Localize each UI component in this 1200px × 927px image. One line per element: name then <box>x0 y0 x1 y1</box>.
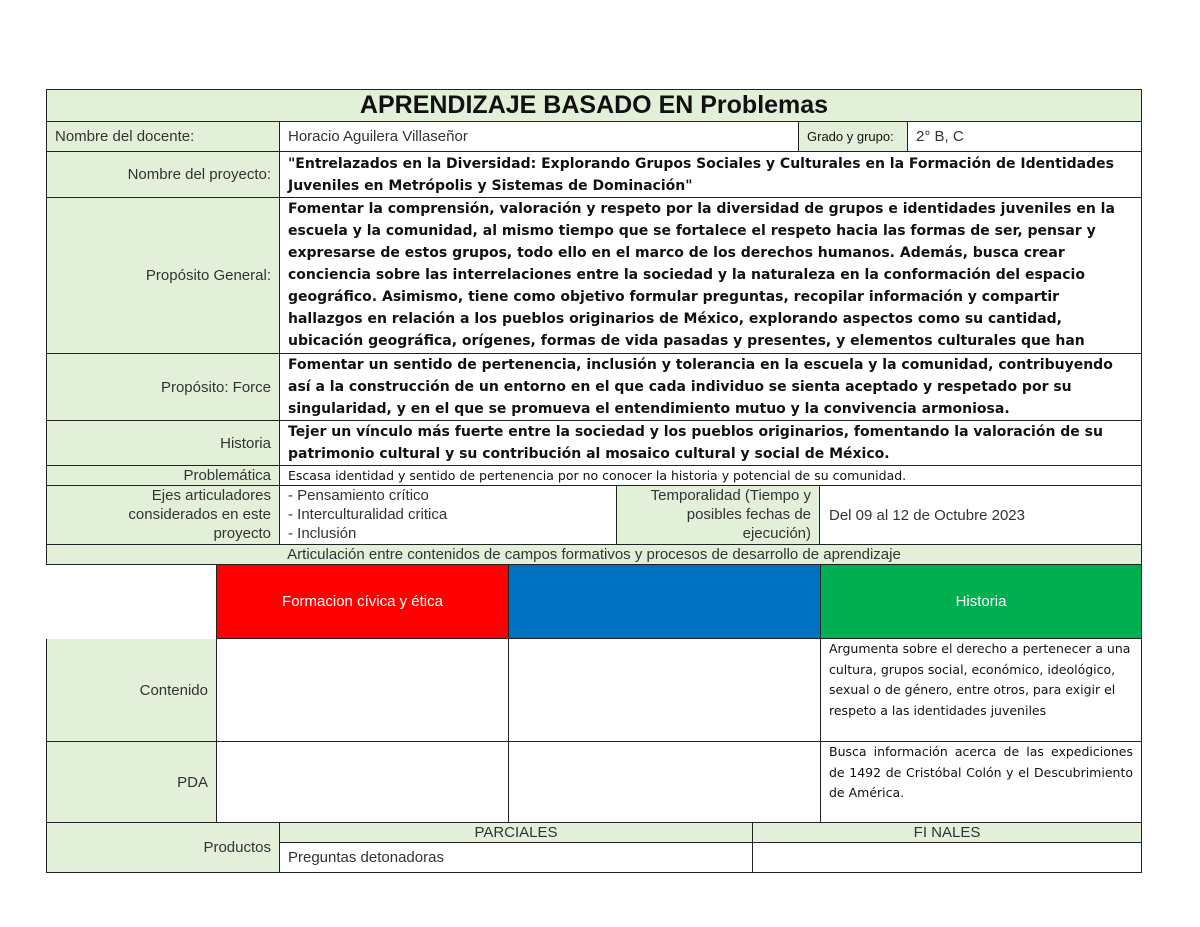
productos-label: Productos <box>46 823 279 873</box>
proyecto-value: "Entrelazados en la Diversidad: Explorando Grupos Sociales y Culturales en la Formación de Identidades Juveniles en Metrópolis y Sistemas de Dominación" <box>279 152 1142 198</box>
temporalidad-label: Temporalidad (Tiempo y posibles fechas de ejecución) <box>616 486 819 545</box>
page-title <box>46 89 1142 122</box>
eje-item: - Pensamiento crítico <box>288 487 429 504</box>
articulacion-header: Articulación entre contenidos de campos formativos y procesos de desarrollo de aprendizaje <box>46 545 1142 565</box>
finales-header: FI NALES <box>752 823 1142 843</box>
proposito-force-label: Propósito: Force <box>46 354 279 421</box>
contenido-historia-cell: Argumenta sobre el derecho a pertenecer a una cultura, grupos social, económico, ideológico, sexual o de género, entre otros, para exigir el respeto a las identidades juveniles <box>820 639 1142 742</box>
historia-label: Historia <box>46 421 279 466</box>
proposito-general-label: Propósito General: <box>46 198 279 354</box>
pda-historia-cell: Busca información acerca de las expediciones de 1492 de Cristóbal Colón y el Descubrimiento de América. <box>820 742 1142 823</box>
proposito-force-value: Fomentar un sentido de pertenencia, inclusión y tolerancia en la escuela y la comunidad, contribuyendo así a la construcción de un entorno en el que cada individuo se sienta aceptado y respetado por su singularidad, y en el que se promueva el entendimiento mutuo y la convivencia armoniosa. <box>279 354 1142 421</box>
docente-value: Horacio Aguilera Villaseñor <box>279 122 798 152</box>
problematica-label: Problemática <box>46 466 279 486</box>
proposito-general-value: Fomentar la comprensión, valoración y respeto por la diversidad de grupos e identidades juveniles en la escuela y la comunidad, al mismo tiempo que se fortalece el respeto hacia las formas de ser, pensar y expresarse de estos grupos, todo ello en el marco de los derechos humanos. Además, busca crear conciencia sobre las interrelaciones entre la sociedad y la naturaleza en la conformación del espacio geográfico. Asimismo, tiene como objetivo formular preguntas, recopilar información y compartir hallazgos en relación a los pueblos originarios de México, explorando aspectos como su cantidad, ubicación geográfica, orígenes, formas de vida pasadas y presentes, y elementos culturales que han <box>279 198 1142 354</box>
parciales-header: PARCIALES <box>279 823 752 843</box>
proyecto-label: Nombre del proyecto: <box>46 152 279 198</box>
campo-header-historia: Historia <box>820 565 1142 639</box>
pda-blue-cell <box>508 742 820 823</box>
problematica-value: Escasa identidad y sentido de pertenencia por no conocer la historia y potencial de su comunidad. <box>279 466 1142 486</box>
grado-label: Grado y grupo: <box>798 122 907 152</box>
grado-value: 2° B, C <box>907 122 1142 152</box>
contenido-label: Contenido <box>46 639 216 742</box>
campo-header-blue <box>508 565 820 639</box>
title-text: APRENDIZAJE BASADO EN Problemas <box>359 91 829 119</box>
docente-label: Nombre del docente: <box>46 122 279 152</box>
contenido-civica-cell <box>216 639 508 742</box>
finales-value <box>752 843 1142 873</box>
eje-item: - Interculturalidad critica <box>288 506 448 523</box>
parciales-value: Preguntas detonadoras <box>279 843 752 873</box>
contenido-blue-cell <box>508 639 820 742</box>
ejes-label: Ejes articuladores considerados en este proyecto <box>46 486 279 545</box>
historia-value: Tejer un vínculo más fuerte entre la sociedad y los pueblos originarios, fomentando la valoración de su patrimonio cultural y su contribución al mosaico cultural y social de México. <box>279 421 1142 466</box>
temporalidad-value: Del 09 al 12 de Octubre 2023 <box>819 486 1142 545</box>
ejes-list <box>279 486 616 545</box>
eje-item: - Inclusión <box>288 525 357 542</box>
campo-header-civica: Formacion cívica y ética <box>216 565 508 639</box>
pda-civica-cell <box>216 742 508 823</box>
pda-label: PDA <box>46 742 216 823</box>
